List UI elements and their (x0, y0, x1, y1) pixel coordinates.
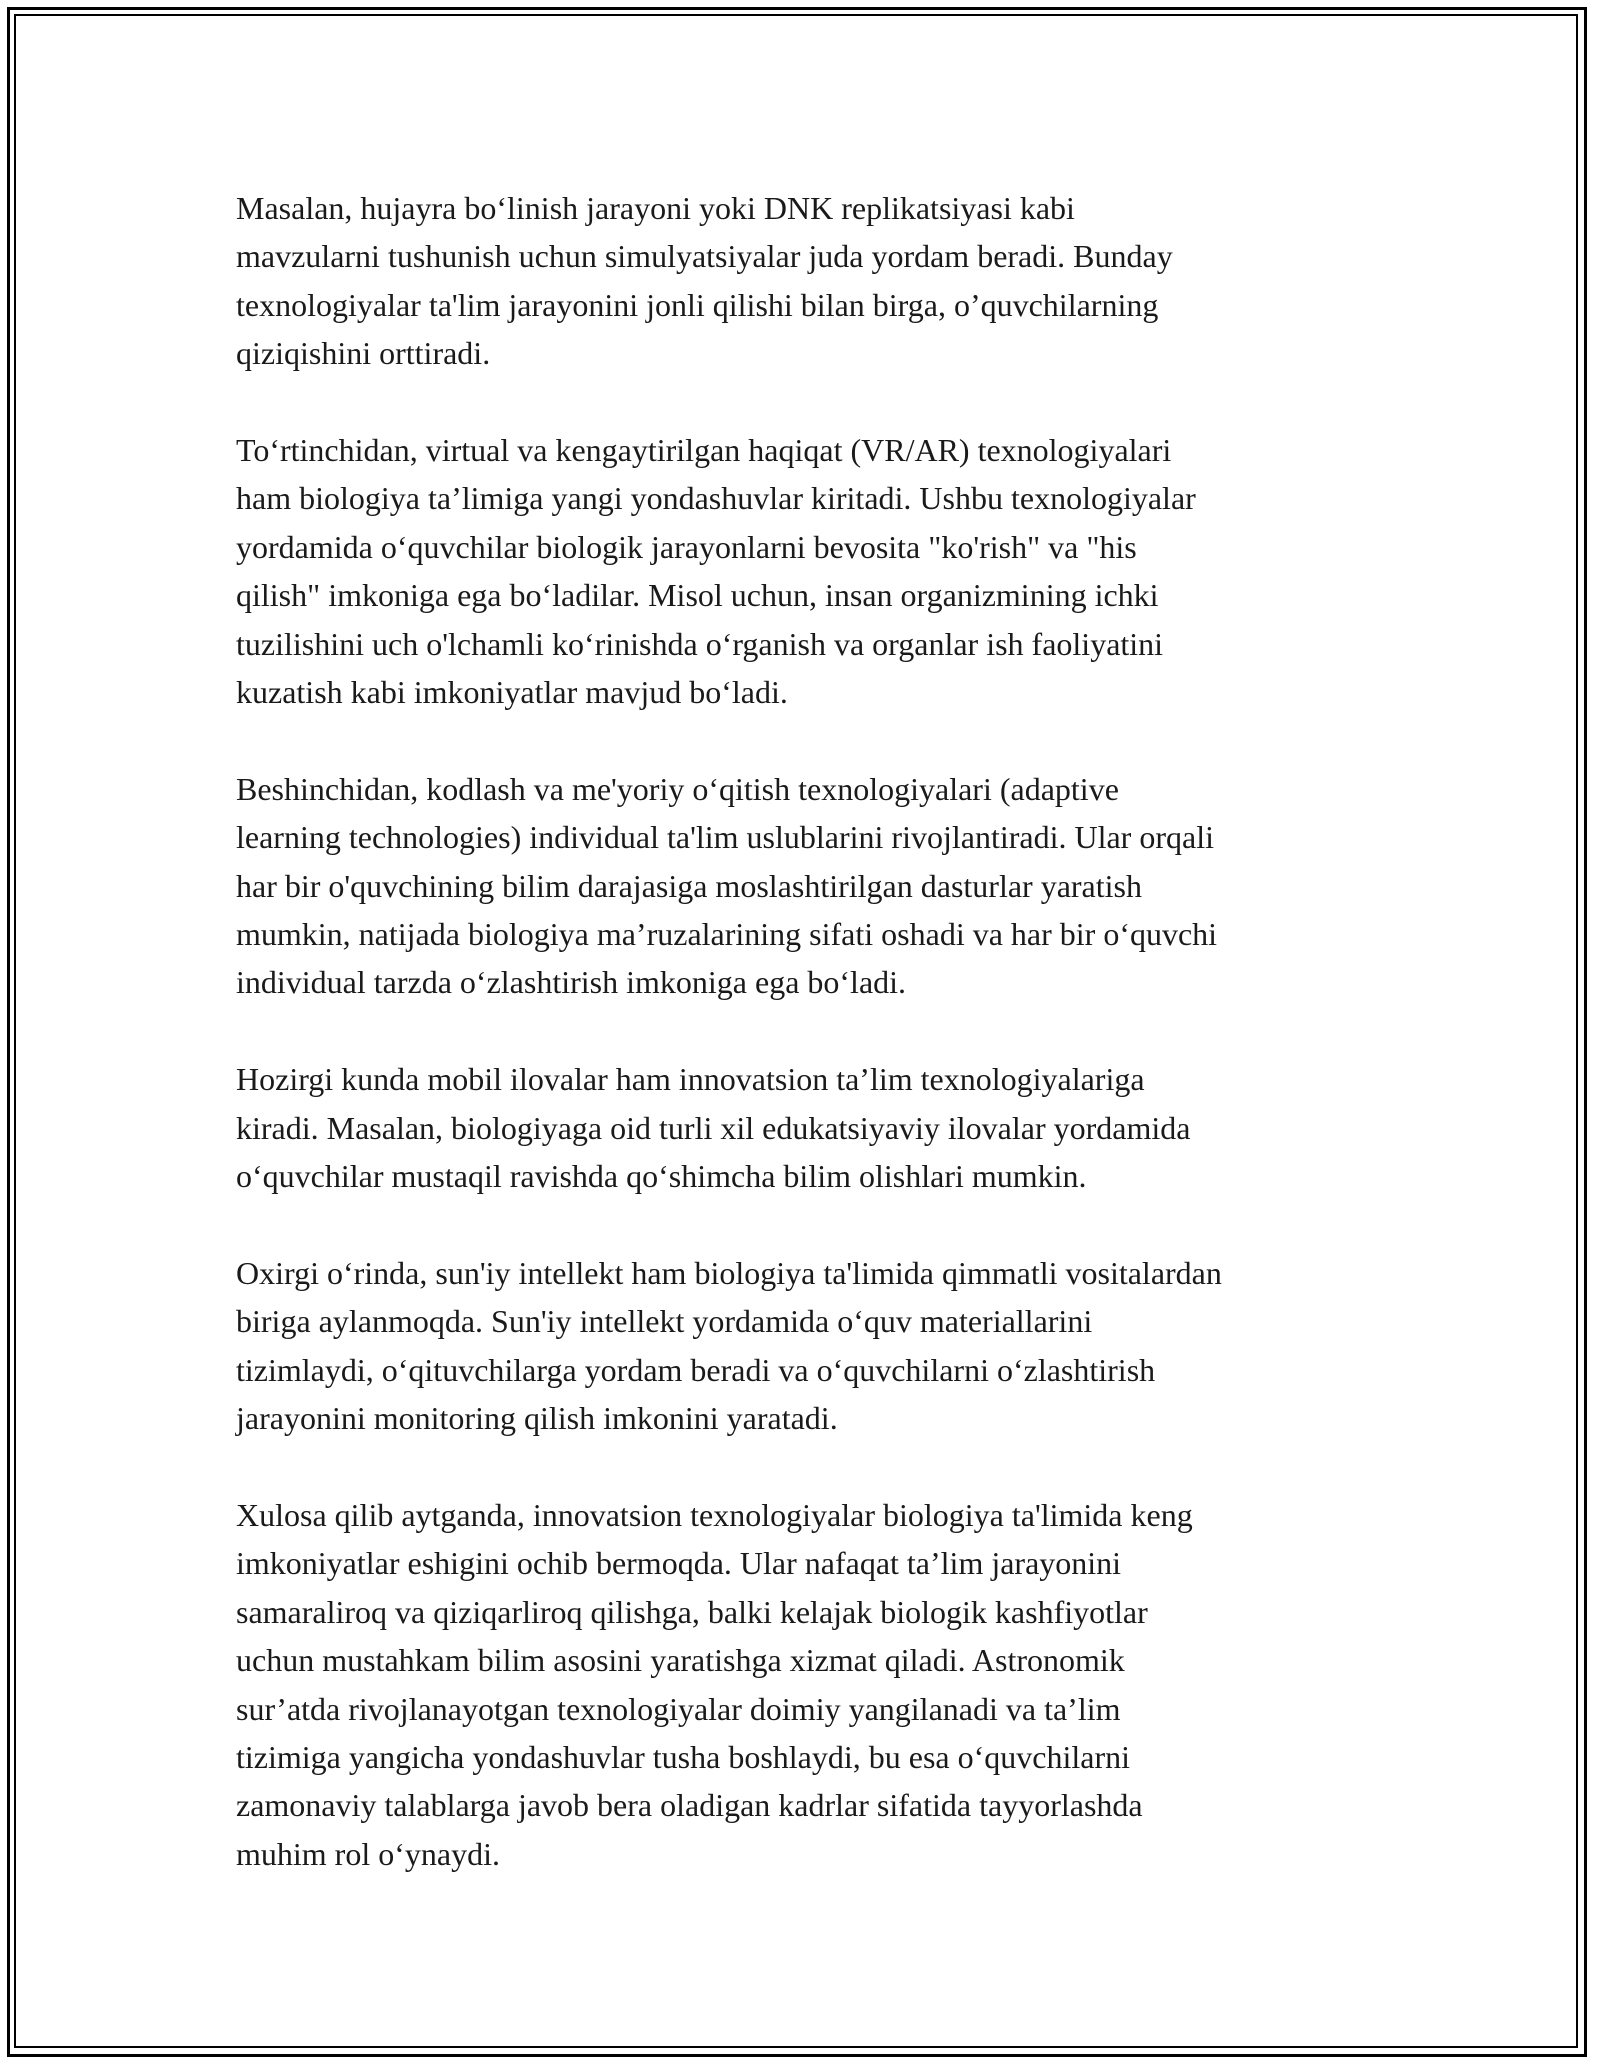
paragraph-vr-ar: Toʻrtinchidan, virtual va kengaytirilgan haqiqat (VR/AR) texnologiyalari ham biologiya ta’limiga yangi yondashuvlar kiritadi. Ushbu texnologiyalar yordamida oʻquvchilar biologik jarayonlarni bevosita "ko'rish" va "his qilish" imkoniga ega boʻladilar. Misol uchun, insan organizmining ichki tuzilishini uch o'lchamli koʻrinishda oʻrganish va organlar ish faoliyatini kuzatish kabi imkoniyatlar mavjud boʻladi. (236, 432, 1196, 711)
document-body (236, 184, 1376, 1878)
paragraph-adaptive-learning: Beshinchidan, kodlash va me'yoriy oʻqitish texnologiyalari (adaptive learning technologies) individual ta'lim uslublarini rivojlantiradi. Ular orqali har bir o'quvchining bilim darajasiga moslashtirilgan dasturlar yaratish mumkin, natijada biologiya ma’ruzalarining sifati oshadi va har bir oʻquvchi individual tarzda oʻzlashtirish imkoniga ega boʻladi. (236, 770, 1218, 1001)
paragraph-artificial-intelligence: Oxirgi oʻrinda, sun'iy intellekt ham biologiya ta'limida qimmatli vositalardan biriga aylanmoqda. Sun'iy intellekt yordamida oʻquv materiallarini tizimlaydi, oʻqituvchilarga yordam beradi va oʻquvchilarni oʻzlashtirish jarayonini monitoring qilish imkonini yaratadi. (236, 1254, 1222, 1437)
paragraph-mobile-apps: Hozirgi kunda mobil ilovalar ham innovatsion ta’lim texnologiyalariga kiradi. Masalan, biologiyaga oid turli xil edukatsiyaviy ilovalar yordamida oʻquvchilar mustaqil ravishda qoʻshimcha bilim olishlari mumkin. (236, 1061, 1191, 1195)
paragraph-conclusion: Xulosa qilib aytganda, innovatsion texnologiyalar biologiya ta'limida keng imkoniyatlar eshigini ochib bermoqda. Ular nafaqat ta’lim jarayonini samaraliroq va qiziqarliroq qilishga, balki kelajak biologik kashfiyotlar uchun mustahkam bilim asosini yaratishga xizmat qiladi. Astronomik sur’atda rivojlanayotgan texnologiyalar doimiy yangilanadi va ta’lim tizimiga yangicha yondashuvlar tusha boshlaydi, bu esa oʻquvchilarni zamonaviy talablarga javob bera oladigan kadrlar sifatida tayyorlashda muhim rol oʻynaydi. (236, 1496, 1193, 1872)
paragraph-simulations: Masalan, hujayra boʻlinish jarayoni yoki DNK replikatsiyasi kabi mavzularni tushunish uchun simulyatsiyalar juda yordam beradi. Bunday texnologiyalar ta'lim jarayonini jonli qilishi bilan birga, o’quvchilarning qiziqishini orttiradi. (236, 190, 1173, 372)
